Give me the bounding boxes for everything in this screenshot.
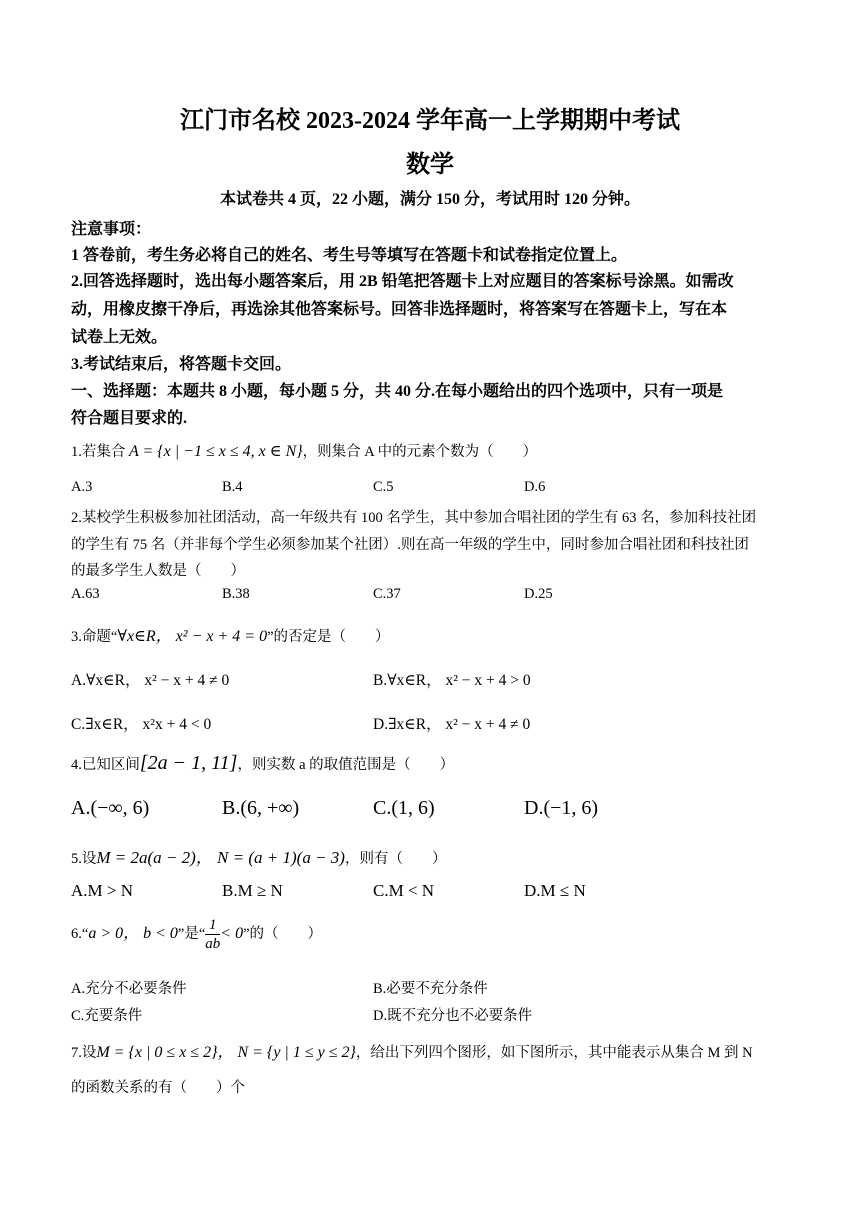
question-7-prefix: 7.设 (71, 1045, 97, 1061)
question-6 (71, 916, 322, 953)
question-6-math-1: a > 0， b < 0 (88, 924, 178, 942)
question-5-option-c: C.M < N (373, 881, 435, 900)
question-3-option-a: A.∀x∈R， x² − x + 4 ≠ 0 (71, 672, 230, 689)
question-1-option-d: D.6 (524, 479, 546, 495)
question-2-line-2: 的学生有 75 名（并非每个学生必须参加某个社团）.则在高一年级的学生中，同时参加合唱社团和科技社团 (71, 537, 749, 553)
question-3-option-c: C.∃x∈R， x²x + 4 < 0 (71, 716, 212, 733)
notice-heading: 注意事项： (71, 221, 152, 238)
question-5 (71, 843, 446, 868)
question-1-suffix: ，则集合 A 中的元素个数为（ ） (302, 444, 538, 460)
notice-item-2-line-1: 2.回答选择题时，选出每小题答案后，用 2B 铅笔把答题卡上对应题目的答案标号涂黑。如需改 (71, 273, 734, 290)
section-heading-line-2: 符合题目要求的. (71, 410, 188, 427)
question-5-prefix: 5.设 (71, 851, 97, 867)
question-6-prefix: 6.“ (71, 925, 89, 942)
question-4-option-b-text: B.(6, +∞) (222, 797, 300, 819)
question-6-option-c: C.充要条件 (71, 1008, 143, 1024)
question-7 (71, 1039, 753, 1062)
question-3 (71, 623, 390, 646)
question-7-math: M = {x | 0 ≤ x ≤ 2}， N = {y | 1 ≤ y ≤ 2} (96, 1044, 356, 1061)
question-6-mid: ”是“ (177, 925, 206, 942)
question-3-option-b: B.∀x∈R， x² − x + 4 > 0 (373, 672, 531, 689)
question-2-option-a: A.63 (71, 586, 100, 602)
question-6-option-b: B.必要不充分条件 (373, 981, 488, 997)
question-4-option-c (373, 798, 435, 819)
subject-title: 数学 (406, 152, 454, 178)
question-4-option-b (222, 798, 299, 819)
question-6-option-d: D.既不充分也不必要条件 (373, 1008, 533, 1024)
page-title: 江门市名校 2023-2024 学年高一上学期期中考试 (180, 108, 680, 134)
question-4-option-a-text: A.(−∞, 6) (71, 797, 150, 819)
notice-item-3: 3.考试结束后，将答题卡交回。 (71, 356, 292, 373)
question-1-prefix: 1.若集合 (71, 444, 129, 460)
question-5-option-d: D.M ≤ N (524, 881, 586, 900)
question-1 (71, 440, 537, 461)
question-6-fraction-numerator: 1 (205, 916, 220, 935)
question-2-line-3: 的最多学生人数是（ ） (71, 563, 245, 579)
section-heading-line-1: 一、选择题：本题共 8 小题，每小题 5 分，共 40 分.在每小题给出的四个选项中，只有一项是 (71, 383, 724, 400)
question-1-option-b: B.4 (222, 479, 243, 495)
question-7-line-2: 的函数关系的有（ ）个 (71, 1080, 245, 1096)
question-5-math: M = 2a(a − 2)， N = (a + 1)(a − 3) (96, 848, 345, 867)
question-4-option-d-text: D.(−1, 6) (524, 797, 599, 819)
question-6-suffix: ”的（ ） (243, 925, 323, 942)
question-6-math-2: < 0 (220, 924, 244, 942)
question-4-prefix: 4.已知区间 (71, 757, 140, 773)
question-6-fraction-denominator: ab (205, 936, 221, 952)
exam-info: 本试卷共 4 页，22 小题，满分 150 分，考试用时 120 分钟。 (219, 191, 640, 208)
question-2-option-b: B.38 (222, 586, 250, 602)
question-4-option-c-text: C.(1, 6) (373, 797, 435, 819)
question-3-prefix: 3.命题“ (71, 629, 118, 645)
question-6-fraction (205, 916, 220, 953)
question-7-suffix: ，给出下列四个图形，如下图所示，其中能表示从集合 M 到 N (355, 1045, 753, 1061)
question-5-suffix: ，则有（ ） (344, 851, 447, 867)
question-3-suffix: ”的否定是（ ） (267, 629, 390, 645)
question-5-option-a: A.M > N (71, 881, 134, 900)
question-4-math: [2a − 1, 11] (139, 752, 238, 774)
notice-item-2-line-3: 试卷上无效。 (71, 329, 168, 346)
question-4-suffix: ，则实数 a 的取值范围是（ ） (237, 757, 455, 773)
question-1-option-a: A.3 (71, 479, 93, 495)
question-3-math: ∀x∈R， x² − x + 4 = 0 (117, 628, 268, 645)
question-2-option-c: C.37 (373, 586, 401, 602)
notice-item-2-line-2: 动，用橡皮擦干净后，再选涂其他答案标号。回答非选择题时，将答案写在答题卡上，写在本 (71, 301, 728, 318)
question-5-option-b: B.M ≥ N (222, 881, 283, 900)
question-4-option-a (71, 798, 149, 819)
question-1-option-c: C.5 (373, 479, 394, 495)
question-2-line-1: 2.某校学生积极参加社团活动，高一年级共有 100 名学生，其中参加合唱社团的学生有 63 名，参加科技社团 (71, 510, 757, 526)
question-4-option-d (524, 798, 598, 819)
question-3-option-d: D.∃x∈R， x² − x + 4 ≠ 0 (373, 716, 531, 733)
question-6-option-a: A.充分不必要条件 (71, 981, 187, 997)
question-2-option-d: D.25 (524, 586, 553, 602)
question-4 (71, 753, 454, 774)
question-1-math: A = {x | −1 ≤ x ≤ 4, x ∈ N} (129, 443, 303, 460)
notice-item-1: 1 答卷前，考生务必将自己的姓名、考生号等填写在答题卡和试卷指定位置上。 (71, 247, 628, 264)
